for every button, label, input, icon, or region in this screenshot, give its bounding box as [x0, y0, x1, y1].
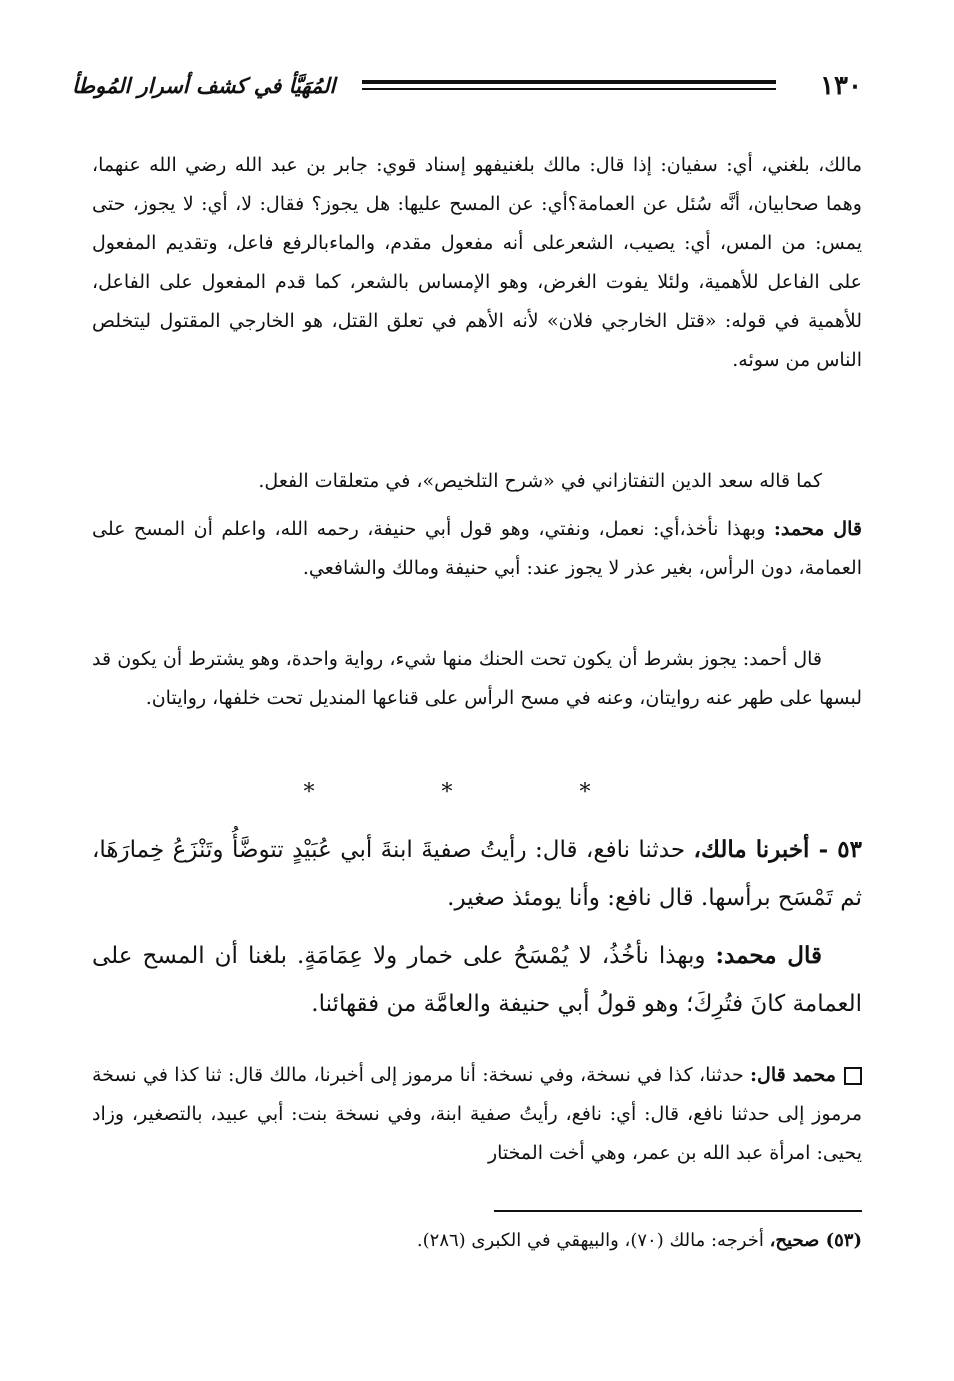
commentary-paragraph-1 — [92, 146, 862, 380]
hadith-paragraph — [92, 826, 862, 922]
commentary-text: قال أحمد: يجوز بشرط أن يكون تحت الحنك منها شيء، رواية واحدة، وهو يشترط أن يكون قد لبسها على طهر عنه روايتان، وعنه في مسح الرأس على قناعها المنديل تحت خلفها، روايتان. — [92, 648, 862, 709]
square-marker-icon — [844, 1067, 862, 1085]
commentary-text: حدثنا، كذا في نسخة، وفي نسخة: أنا مرموز إلى أخبرنا، مالك قال: ثنا كذا في نسخة مرموز إلى حدثنا نافع، قال: أي: نافع، رأيتُ صفية ابنة، وفي نسخة بنت: أبي عبيد، بالتصغير، وزاد يحيى: امرأة عبد الله بن عمر، وهي أخت المختار — [92, 1064, 862, 1164]
section-separator: * * * — [303, 780, 651, 805]
footnote-rule — [494, 1210, 862, 1212]
hadith-number: ٥٣ - أخبرنا مالك، — [693, 836, 862, 863]
page-number: ١٣٠ — [820, 71, 862, 101]
footnote — [92, 1226, 862, 1256]
commentary-paragraph-5 — [92, 1056, 862, 1173]
speaker-label: قال محمد: — [715, 942, 822, 969]
ruling-paragraph — [92, 932, 862, 1028]
page-header — [72, 68, 862, 108]
footnote-ref: (٥٣) صحيح، — [769, 1230, 862, 1251]
hadith-text: حدثنا نافع، قال: رأيتُ صفيةَ ابنةَ أبي عُبَيْدٍ تتوضَّأُ وتَنْزَعُ خِمارَهَا، ثم تَمْسَح برأسها. قال نافع: وأنا يومئذ صغير. — [92, 837, 862, 911]
footnote-text: أخرجه: مالك (٧٠)، والبيهقي في الكبرى (٢٨٦). — [416, 1230, 770, 1251]
running-title: المُهَيَّأ في كشف أسرار المُوطأ — [72, 73, 336, 98]
commentary-text: مالك، بلغني، أي: سفيان: إذا قال: مالك بلغنيفهو إسناد قوي: جابر بن عبد الله رضي الله عنهما، وهما صحابيان، أنَّه سُئل عن العمامة؟أي: عن المسح عليها: هل يجوز؟ فقال: لا، أي: لا يجوز، حتى يمس: من المس، أي: يصيب، الشعرعلى أنه مفعول مقدم، والماءبالرفع فاعل، وتقديم المفعول على الفاعل للأهمية، ولئلا يفوت الغرض، وهو الإمساس بالشعر، كما قدم المفعول على الفاعل، للأهمية في قوله: «قتل الخارجي فلان» لأنه الأهم في تعلق القتل، هو الخارجي المقتول ليتخلص الناس من سوئه. — [92, 154, 862, 371]
commentary-paragraph-4 — [92, 640, 862, 718]
speaker-label: قال محمد: — [773, 518, 862, 540]
commentary-text: وبهذا نأخذ،أي: نعمل، ونفتي، وهو قول أبي حنيفة، رحمه الله، واعلم أن المسح على العمامة، دون الرأس، بغير عذر لا يجوز عند: أبي حنيفة ومالك والشافعي. — [92, 518, 862, 579]
commentary-text: كما قاله سعد الدين التفتازاني في «شرح التلخيص»، في متعلقات الفعل. — [258, 470, 822, 492]
commentary-paragraph-2 — [92, 462, 862, 501]
speaker-label: محمد قال: — [750, 1064, 836, 1086]
commentary-paragraph-3 — [92, 510, 862, 588]
header-rule — [362, 80, 776, 90]
ruling-text: وبهذا نأخُذُ، لا يُمْسَحُ على خمار ولا عِمَامَةٍ. بلغنا أن المسح على العمامة كانَ فتُرِكَ؛ وهو قولُ أبي حنيفة والعامَّة من فقهائنا. — [92, 943, 862, 1017]
